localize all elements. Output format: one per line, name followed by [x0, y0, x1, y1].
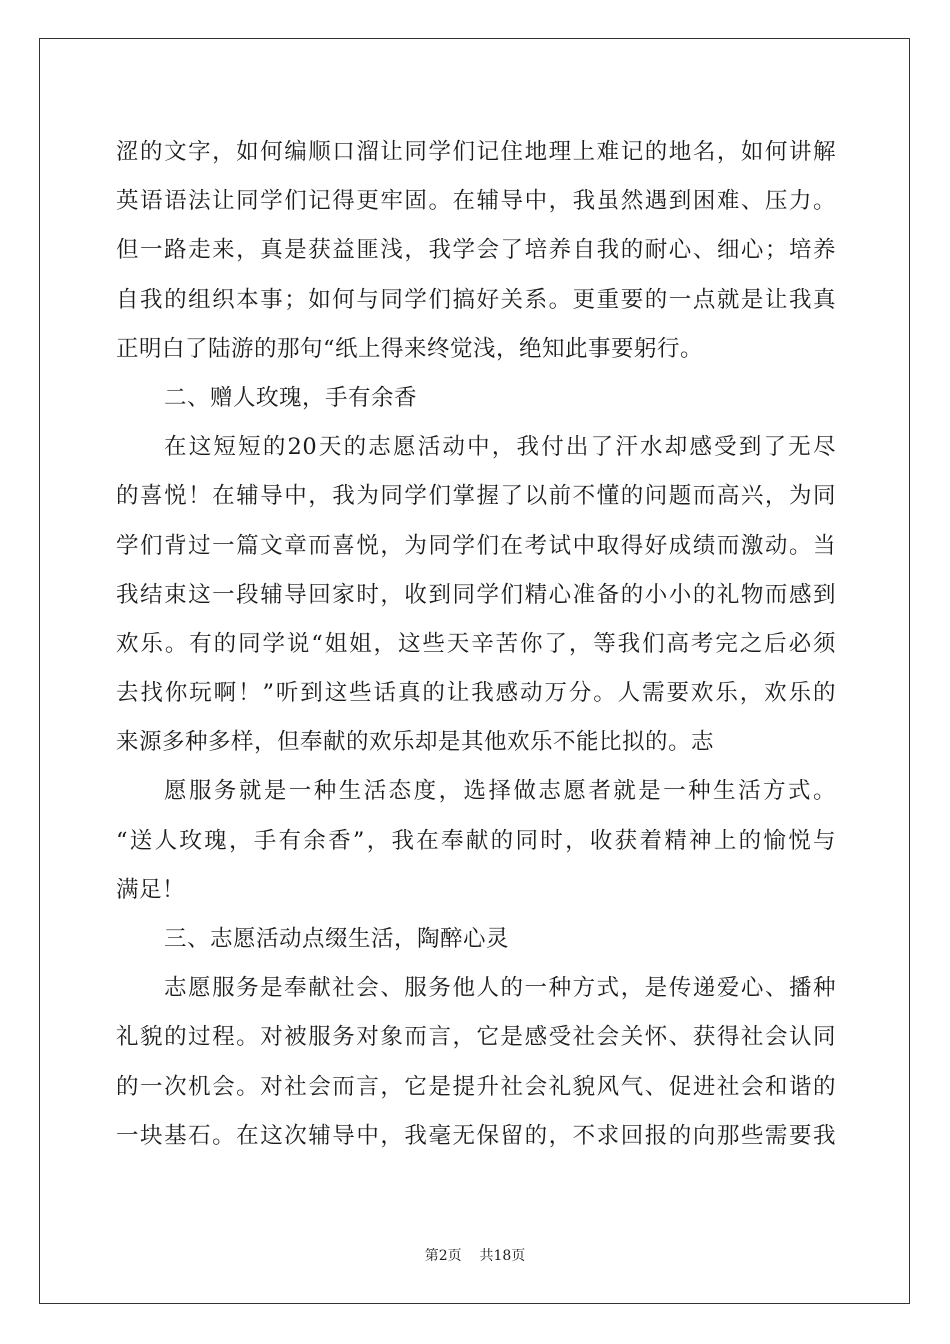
text-line: 礼貌的过程。对被服务对象而言，它是感受社会关怀、获得社会认同: [116, 1024, 836, 1051]
text-line: 欢乐。有的同学说“姐姐，这些天辛苦你了，等我们高考完之后必须: [116, 630, 836, 657]
text-line: 涩的文字，如何编顺口溜让同学们记住地理上难记的地名，如何讲解: [116, 139, 836, 165]
text-line: 但一路走来，真是获益匪浅，我学会了培养自我的耐心、细心；培养: [116, 237, 836, 264]
document-body: [116, 128, 836, 1161]
text-line: 学们背过一篇文章而喜悦，为同学们在考试中取得好成绩而激动。当: [116, 532, 836, 559]
text-line: 正明白了陆游的那句“纸上得来终觉浅，绝知此事要躬行。: [116, 335, 704, 362]
text-line: “送人玫瑰，手有余香”，我在奉献的同时，收获着精神上的愉悦与: [116, 827, 836, 854]
text-line: 的一次机会。对社会而言，它是提升社会礼貌风气、促进社会和谐的: [116, 1073, 836, 1100]
text-line: 在这短短的20天的志愿活动中，我付出了汗水却感受到了无尽: [164, 434, 836, 461]
text-line: 三、志愿活动点缀生活，陶醉心灵: [164, 926, 510, 952]
text-line: 愿服务就是一种生活态度，选择做志愿者就是一种生活方式。: [164, 778, 836, 805]
text-line: 自我的组织本事；如何与同学们搞好关系。更重要的一点就是让我真: [116, 286, 836, 313]
text-line: 一块基石。在这次辅导中，我毫无保留的，不求回报的向那些需要我: [116, 1122, 836, 1149]
page-number: 第2页: [424, 1248, 462, 1264]
text-line: 志愿服务是奉献社会、服务他人的一种方式，是传递爱心、播种: [164, 975, 836, 1002]
text-line: 满足！: [116, 876, 186, 903]
text-line: 去找你玩啊！”听到这些话真的让我感动万分。人需要欢乐，欢乐的: [116, 680, 836, 707]
text-line: 的喜悦！在辅导中，我为同学们掌握了以前不懂的问题而高兴，为同: [116, 483, 836, 510]
text-line: 我结束这一段辅导回家时，收到同学们精心准备的小小的礼物而感到: [116, 581, 836, 608]
text-line: 英语语法让同学们记得更牢固。在辅导中，我虽然遇到困难、压力。: [116, 188, 836, 215]
text-line: 二、赠人玫瑰，手有余香: [164, 384, 418, 411]
page-total: 共18页: [479, 1248, 526, 1264]
text-line: 来源多种多样，但奉献的欢乐却是其他欢乐不能比拟的。志: [116, 729, 715, 756]
page-footer: [0, 1247, 950, 1265]
